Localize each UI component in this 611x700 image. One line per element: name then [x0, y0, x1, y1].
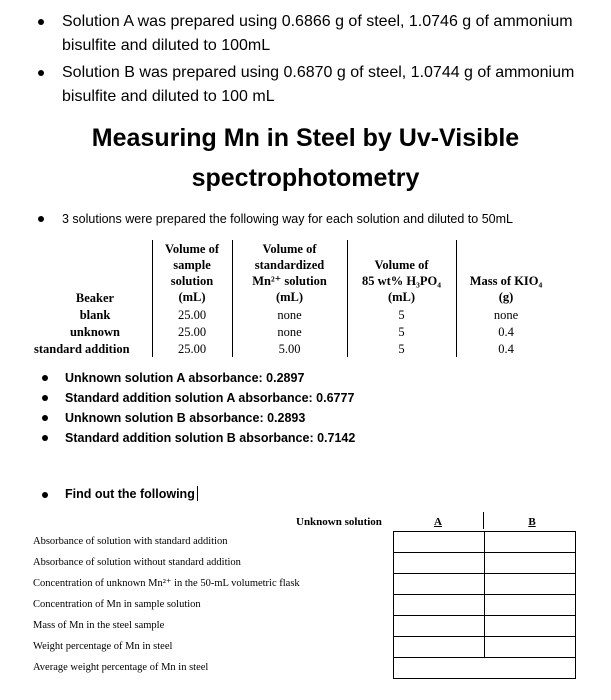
cell-kio4: 0.4: [498, 342, 514, 356]
prep-note: 3 solutions were prepared the following way for each solution and diluted to 50mL: [62, 212, 513, 226]
cell-std: none: [277, 325, 302, 339]
answer-cell-b[interactable]: [484, 531, 576, 553]
cell-h3po4: 5: [398, 325, 405, 339]
row-label: Concentration of unknown Mn²⁺ in the 50-mL volumetric flask: [33, 578, 300, 589]
row-label: Absorbance of solution without standard addition: [33, 557, 241, 568]
answer-cell-b[interactable]: [484, 594, 576, 616]
answer-cell-average[interactable]: [393, 657, 576, 679]
cell-beaker: unknown: [69, 325, 121, 339]
results-row-labels: [33, 531, 393, 678]
absorbance-text: Unknown solution A absorbance: 0.2897: [65, 371, 305, 385]
row-label: Average weight percentage of Mn in steel: [33, 662, 209, 673]
header-text: (mL): [178, 290, 206, 304]
answer-cell-b[interactable]: [484, 615, 576, 637]
list-item: [42, 388, 442, 408]
header-text: (g): [498, 290, 514, 304]
answer-cell-a[interactable]: [393, 531, 485, 553]
bullet-dot: [42, 492, 48, 498]
header-text: 85 wt% H₃PO₄: [361, 274, 442, 288]
col-header-a: A: [434, 516, 442, 528]
page-title-line-1: Measuring Mn in Steel by Uv-Visible: [91, 124, 520, 152]
intro-bullet-1-line-1: Solution A was prepared using 0.6866 g of steel, 1.0746 g of ammonium: [62, 13, 573, 30]
cell-kio4: 0.4: [498, 325, 514, 339]
col-header-unknown-solution: Unknown solution: [296, 516, 382, 528]
cell-sample: 25.00: [177, 325, 207, 339]
page-title-line-2: spectrophotometry: [191, 164, 420, 192]
header-text: solution: [170, 274, 214, 288]
header-text: (mL): [275, 290, 304, 304]
list-item: [42, 408, 442, 428]
list-item: [42, 428, 442, 448]
header-text: Mass of KIO₄: [469, 274, 543, 288]
header-text: Volume of: [262, 242, 317, 256]
answer-cell-a[interactable]: [393, 594, 485, 616]
absorbance-text: Standard addition solution B absorbance: 0.7142: [65, 431, 356, 445]
bullet-dot: [42, 415, 48, 421]
list-item: [42, 368, 442, 388]
cell-h3po4: 5: [398, 342, 405, 356]
column-divider: [483, 512, 484, 529]
header-sample-volume: [152, 241, 232, 305]
row-label: Concentration of Mn in sample solution: [33, 599, 201, 610]
answer-cell-a[interactable]: [393, 636, 485, 658]
bullet-dot: [42, 395, 48, 401]
absorbance-list: [42, 368, 442, 448]
answer-cell-b[interactable]: [484, 552, 576, 574]
cell-sample: 25.00: [177, 308, 207, 322]
cell-beaker: blank: [79, 308, 111, 322]
absorbance-text: Standard addition solution A absorbance: 0.6777: [65, 391, 355, 405]
bullet-dot: [42, 435, 48, 441]
answer-cell-b[interactable]: [484, 636, 576, 658]
absorbance-text: Unknown solution B absorbance: 0.2893: [65, 411, 306, 425]
header-kio4-mass: [456, 273, 556, 305]
header-text: standardized: [254, 258, 325, 272]
intro-bullet-2-line-2: bisulfite and diluted to 100 mL: [62, 88, 275, 105]
cell-sample: 25.00: [177, 342, 207, 356]
answer-cell-a[interactable]: [393, 573, 485, 595]
cell-h3po4: 5: [398, 308, 405, 322]
header-h3po4-volume: [347, 257, 456, 305]
header-text: (mL): [387, 290, 416, 304]
header-beaker: Beaker: [75, 291, 115, 305]
text-cursor: [197, 486, 198, 501]
intro-bullet-1-line-2: bisulfite and diluted to 100mL: [62, 37, 271, 54]
header-text: Volume of: [164, 242, 220, 256]
row-label: Weight percentage of Mn in steel: [33, 641, 173, 652]
row-label: Absorbance of solution with standard addition: [33, 536, 228, 547]
answer-cell-b[interactable]: [484, 573, 576, 595]
bullet-dot: [42, 375, 48, 381]
cell-kio4: none: [493, 308, 519, 322]
header-standard-volume: [232, 241, 347, 305]
cell-std: 5.00: [278, 342, 301, 356]
header-text: Mn²⁺ solution: [252, 274, 327, 288]
find-prompt: [65, 485, 198, 503]
header-text: Volume of: [374, 258, 429, 272]
find-prompt-text: Find out the following: [65, 487, 195, 501]
header-text: sample: [173, 258, 211, 272]
answer-cell-a[interactable]: [393, 552, 485, 574]
col-header-b: B: [528, 516, 536, 528]
intro-bullet-2-line-1: Solution B was prepared using 0.6870 g of steel, 1.0744 g of ammonium: [62, 64, 575, 81]
cell-std: none: [277, 308, 302, 322]
answer-cell-a[interactable]: [393, 615, 485, 637]
row-label: Mass of Mn in the steel sample: [33, 620, 165, 631]
cell-beaker: standard addition: [34, 342, 130, 356]
